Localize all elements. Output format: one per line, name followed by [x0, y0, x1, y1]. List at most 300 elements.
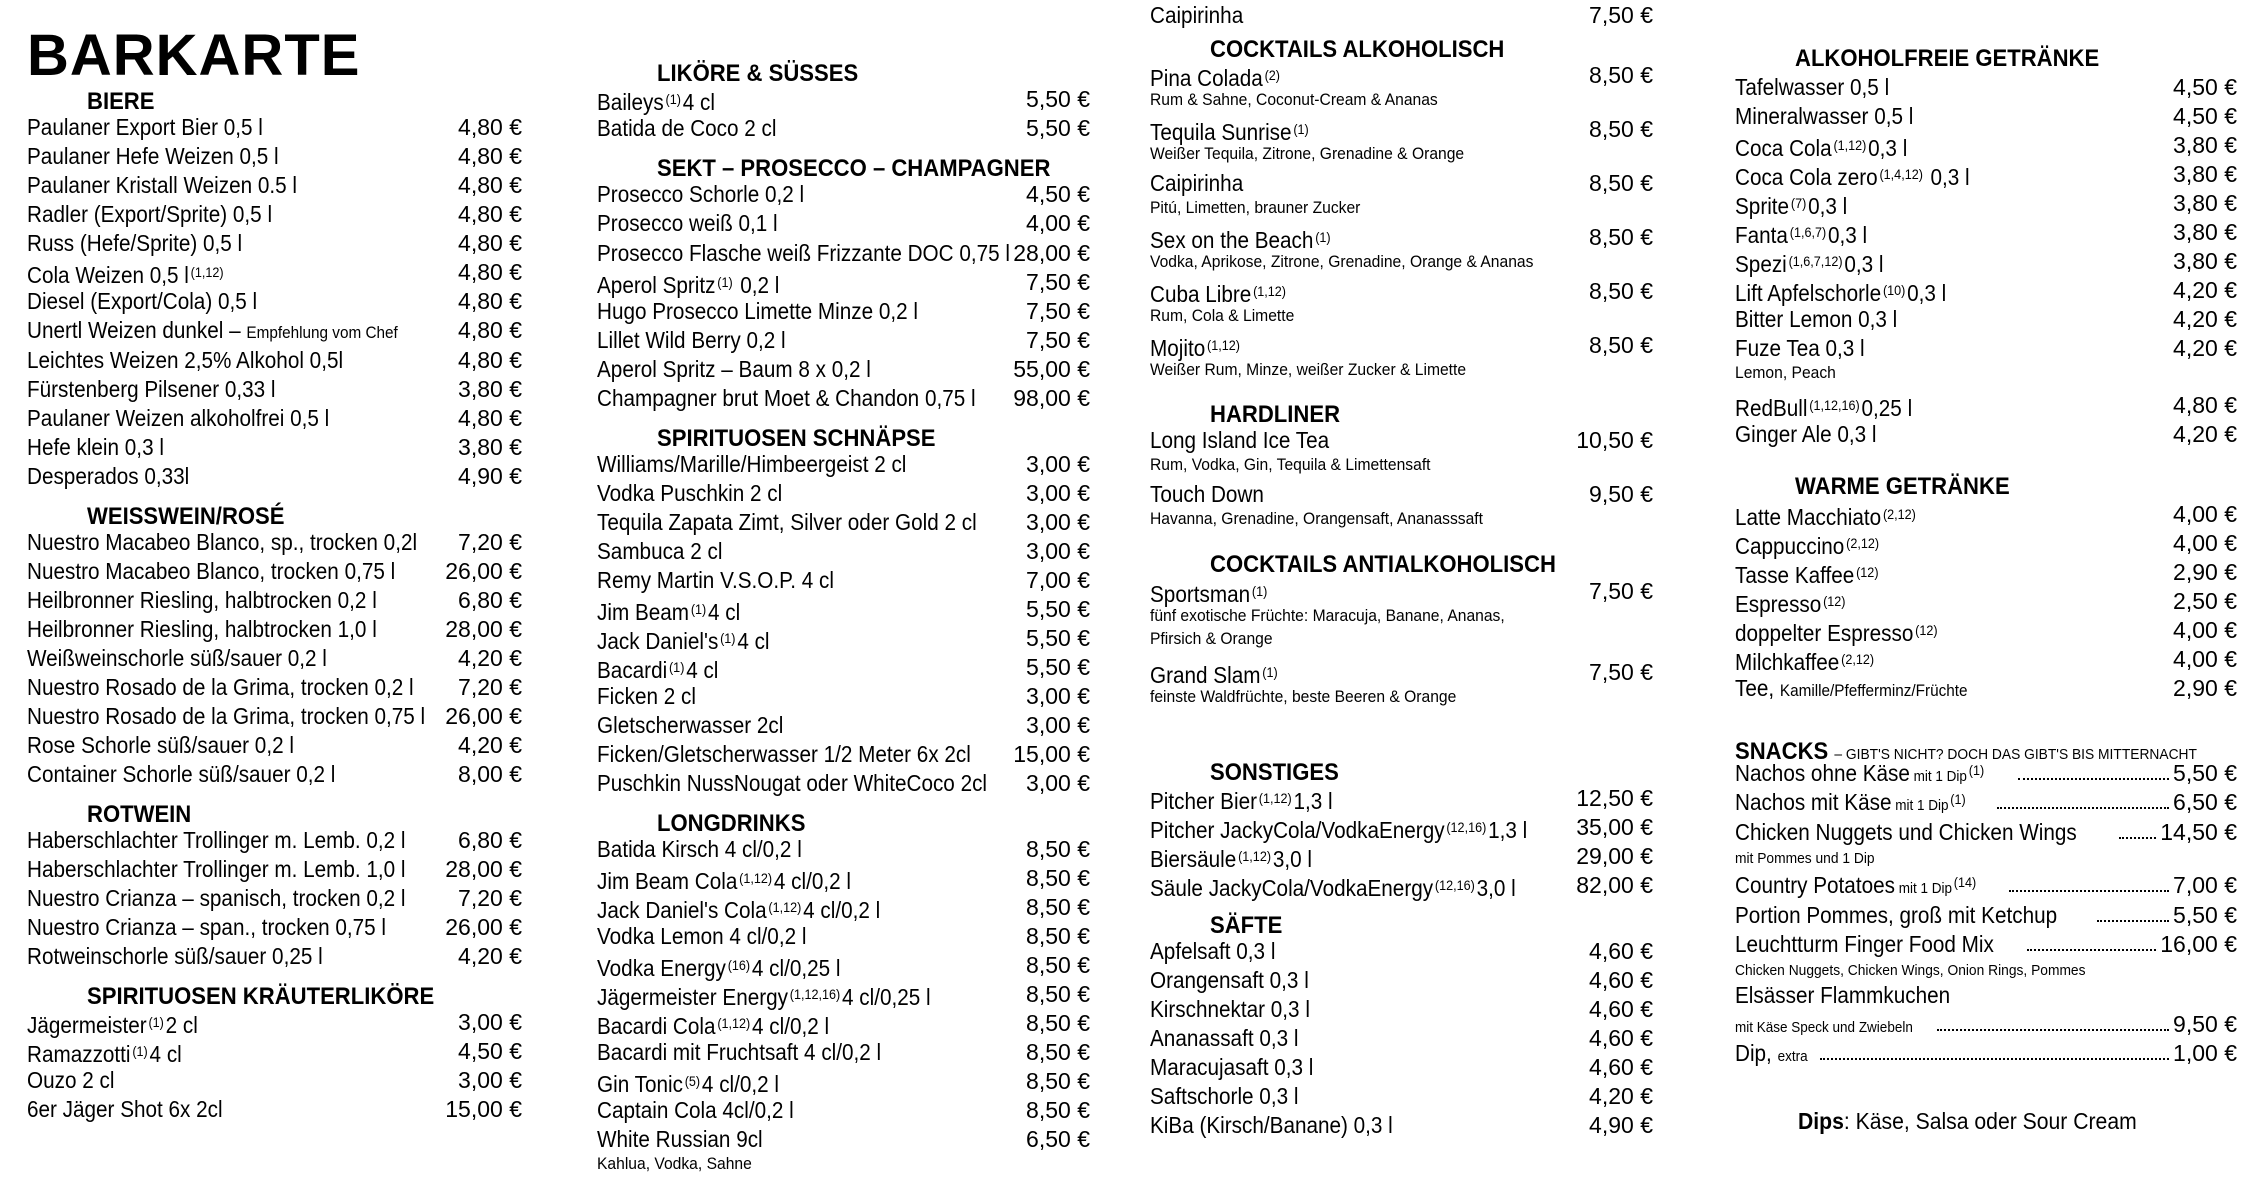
item-price: 4,00 €: [2173, 501, 2237, 527]
item-name: doppelter Espresso $^{(12)}$: [1735, 620, 1938, 646]
item-price: 5,50 €: [1026, 86, 1090, 112]
menu-item: [27, 461, 522, 491]
item-description: mit Pommes und 1 Dip: [1735, 850, 1875, 867]
item-price: 7,20 €: [458, 885, 522, 911]
item-name: Gin Tonic $^{(5)}$4 cl/0,2 l: [597, 1071, 780, 1097]
menu-item: [27, 1036, 522, 1066]
item-name: Russ (Hefe/Sprite) 0,5 l: [27, 230, 243, 256]
item-price: 4,80 €: [458, 143, 522, 169]
item-name: Captain Cola 4cl/0,2 l: [597, 1097, 794, 1123]
item-name: Nuestro Rosado de la Grima, trocken 0,2 l: [27, 674, 414, 700]
item-name: Latte Macchiato $^{(2,12)}$: [1735, 504, 1916, 530]
item-price: 3,80 €: [2173, 219, 2237, 245]
item-price: 8,50 €: [1026, 1068, 1090, 1094]
menu-item: [27, 228, 522, 258]
item-price: 4,50 €: [1026, 181, 1090, 207]
item-description: Chicken Nuggets, Chicken Wings, Onion Rings, Pommes: [1735, 962, 2086, 979]
item-name: Paulaner Export Bier 0,5 l: [27, 114, 263, 140]
item-price: 4,60 €: [1589, 1025, 1653, 1051]
item-price: 4,20 €: [2173, 421, 2237, 447]
menu-item: [1735, 586, 2237, 616]
item-price: 4,80 €: [458, 405, 522, 431]
item-name: Maracujasaft 0,3 l: [1150, 1054, 1314, 1080]
item-name: Portion Pommes, groß mit Ketchup: [1735, 902, 2058, 928]
item-name: Lillet Wild Berry 0,2 l: [597, 327, 786, 353]
item-name: Desperados 0,33l: [27, 463, 190, 489]
item-name: Fuze Tea 0,3 l: [1735, 335, 1865, 361]
menu-item: [27, 527, 522, 557]
item-price: 5,50 €: [2173, 760, 2237, 786]
item-name: Mineralwasser 0,5 l: [1735, 103, 1914, 129]
item-price: 28,00 €: [445, 616, 522, 642]
item-name: Fanta $^{(1,6,7)}$0,3 l: [1735, 222, 1868, 248]
item-price: 26,00 €: [445, 558, 522, 584]
menu-item: [27, 257, 522, 287]
item-price: 15,00 €: [445, 1096, 522, 1122]
item-name: Diesel (Export/Cola) 0,5 l: [27, 288, 258, 314]
item-price: 4,80 €: [458, 259, 522, 285]
item-name: Rose Schorle süß/sauer 0,2 l: [27, 732, 294, 758]
menu-item: [597, 113, 1090, 143]
allergen-note: (1): [132, 1043, 148, 1059]
menu-item: [27, 345, 522, 375]
menu-item: [1735, 217, 2237, 247]
menu-item: [27, 1094, 522, 1124]
menu-item: [27, 170, 522, 200]
menu-item: [27, 432, 522, 462]
item-name: Pina Colada $^{(2)}$: [1150, 65, 1280, 91]
item-name: Lift Apfelschorle $^{(10)}$0,3 l: [1735, 280, 1947, 306]
section-heading: SPIRITUOSEN KRÄUTERLIKÖRE: [87, 983, 435, 1010]
item-name: Ramazzotti $^{(1)}$4 cl: [27, 1041, 182, 1067]
menu-item: [597, 652, 1090, 682]
item-name: Cuba Libre $^{(1,12)}$: [1150, 281, 1286, 307]
allergen-note: (1): [665, 91, 681, 107]
item-price: 4,90 €: [458, 463, 522, 489]
item-price: 4,00 €: [1026, 210, 1090, 236]
menu-item: [27, 1007, 522, 1037]
item-name: 6er Jäger Shot 6x 2cl: [27, 1096, 223, 1122]
item-name: Vodka Energy $^{(16)}$4 cl/0,25 l: [597, 955, 841, 981]
item-price: 3,00 €: [1026, 538, 1090, 564]
section-heading: LIKÖRE & SÜSSES: [657, 60, 859, 87]
snack-item: [1735, 1008, 2237, 1038]
item-price: 4,80 €: [458, 201, 522, 227]
item-name: Paulaner Kristall Weizen 0.5 l: [27, 172, 297, 198]
item-description: feinste Waldfrüchte, beste Beeren & Orange: [1150, 687, 1457, 706]
menu-item: [1150, 965, 1653, 995]
item-name: Ananassaft 0,3 l: [1150, 1025, 1299, 1051]
item-price: 4,20 €: [458, 732, 522, 758]
item-name: Vodka Puschkin 2 cl: [597, 480, 783, 506]
item-name: Country Potatoes mit 1 Dip $^{(14)}$: [1735, 872, 1977, 898]
item-price: 8,50 €: [1589, 332, 1653, 358]
item-name: Bacardi $^{(1)}$4 cl: [597, 657, 719, 683]
item-note: Kamille/Pfefferminz/Früchte: [1779, 681, 1968, 700]
item-name: KiBa (Kirsch/Banane) 0,3 l: [1150, 1112, 1393, 1138]
item-name: Jim Beam Cola $^{(1,12)}$4 cl/0,2 l: [597, 868, 851, 894]
allergen-note: (12): [1823, 593, 1846, 609]
menu-item: [27, 701, 522, 731]
menu-item: [1150, 870, 1653, 900]
menu-item: [27, 374, 522, 404]
menu-item: [1150, 60, 1653, 90]
menu-item: [1150, 1023, 1653, 1053]
item-price: 6,80 €: [458, 827, 522, 853]
item-price: 1,00 €: [2173, 1040, 2237, 1066]
item-price: 4,20 €: [458, 645, 522, 671]
menu-item: [1735, 528, 2237, 558]
section-heading: ALKOHOLFREIE GETRÄNKE: [1795, 45, 2100, 72]
item-price: 9,50 €: [2173, 1011, 2237, 1037]
allergen-note: (1,12,16): [789, 986, 841, 1002]
item-price: 16,00 €: [2160, 931, 2237, 957]
section-heading: ROTWEIN: [87, 801, 192, 828]
menu-item: [27, 672, 522, 702]
item-name: Nuestro Macabeo Blanco, sp., trocken 0,2l: [27, 529, 418, 555]
allergen-note: (1,12): [717, 1015, 751, 1031]
item-name: Ficken 2 cl: [597, 683, 696, 709]
item-name: Elsässer Flammkuchen: [1735, 982, 1951, 1008]
snack-item: [1735, 928, 2237, 958]
item-name: Gletscherwasser 2cl: [597, 712, 784, 738]
menu-item: [597, 1037, 1090, 1067]
allergen-note: (14): [1953, 874, 1977, 890]
item-price: 8,50 €: [1589, 224, 1653, 250]
menu-item: [597, 979, 1090, 1009]
page-title: BARKARTE: [27, 23, 361, 88]
item-name: Baileys $^{(1)}$4 cl: [597, 89, 715, 115]
item-name: Tee, Kamille/Pfefferminz/Früchte: [1735, 675, 1968, 701]
item-description: Weißer Rum, Minze, weißer Zucker & Limette: [1150, 360, 1467, 379]
item-name: White Russian 9cl: [597, 1126, 763, 1152]
item-price: 15,00 €: [1013, 741, 1090, 767]
item-price: 28,00 €: [1013, 240, 1090, 266]
item-description: Vodka, Aprikose, Zitrone, Grenadine, Orange & Ananas: [1150, 252, 1534, 271]
item-price: 3,80 €: [2173, 248, 2237, 274]
menu-item: [597, 267, 1090, 297]
item-price: 5,50 €: [1026, 654, 1090, 680]
item-price: 4,90 €: [1589, 1112, 1653, 1138]
item-note: mit Käse Speck und Zwiebeln: [1735, 1019, 1913, 1036]
item-price: 8,50 €: [1026, 952, 1090, 978]
item-price: 4,00 €: [2173, 646, 2237, 672]
section-heading: COCKTAILS ALKOHOLISCH: [1210, 36, 1505, 63]
allergen-note: (12): [1856, 564, 1879, 580]
dot-leader: [2097, 920, 2169, 922]
item-name: Pitcher Bier $^{(1,12)}$1,3 l: [1150, 788, 1333, 814]
menu-item: [597, 296, 1090, 326]
menu-item: [27, 141, 522, 171]
item-name: Haberschlachter Trollinger m. Lemb. 1,0 l: [27, 856, 406, 882]
item-description: fünf exotische Früchte: Maracuja, Banane, Ananas,: [1150, 606, 1505, 625]
menu-item: [27, 825, 522, 855]
allergen-note: (1,12): [190, 264, 224, 280]
item-price: 4,50 €: [2173, 103, 2237, 129]
item-name: Coca Cola zero $^{(1,4,12)}$ 0,3 l: [1735, 164, 1970, 190]
menu-item: [27, 730, 522, 760]
item-name: Champagner brut Moet & Chandon 0,75 l: [597, 385, 976, 411]
item-price: 7,00 €: [1026, 567, 1090, 593]
section-heading: LONGDRINKS: [657, 810, 806, 837]
item-price: 8,50 €: [1589, 62, 1653, 88]
allergen-note: (16): [727, 957, 751, 973]
item-name: Jägermeister Energy $^{(1,12,16)}$4 cl/0,25 l: [597, 984, 931, 1010]
item-name: Hefe klein 0,3 l: [27, 434, 164, 460]
item-name: Remy Martin V.S.O.P. 4 cl: [597, 567, 834, 593]
item-note: Empfehlung vom Chef: [246, 323, 398, 342]
item-name: Long Island Ice Tea: [1150, 427, 1330, 453]
menu-item: [597, 739, 1090, 769]
item-name: Leuchtturm Finger Food Mix: [1735, 931, 1994, 957]
allergen-note: (1,6,7): [1789, 224, 1827, 240]
item-name: Milchkaffee $^{(2,12)}$: [1735, 649, 1875, 675]
item-description: Weißer Tequila, Zitrone, Grenadine & Orange: [1150, 144, 1465, 163]
allergen-note: (7): [1790, 195, 1807, 211]
item-price: 6,50 €: [2173, 789, 2237, 815]
menu-item: [1735, 246, 2237, 276]
item-note: mit 1 Dip: [1891, 797, 1949, 814]
menu-item: [1150, 222, 1653, 252]
item-name: Bacardi Cola $^{(1,12)}$4 cl/0,2 l: [597, 1013, 830, 1039]
item-price: 26,00 €: [445, 914, 522, 940]
section-heading: SEKT – PROSECCO – CHAMPAGNER: [657, 155, 1051, 182]
menu-item: [27, 1065, 522, 1095]
allergen-note: (1): [1293, 121, 1309, 137]
snacks-tagline: – GIBT'S NICHT? DOCH DAS GIBT'S BIS MITTERNACHT: [1834, 746, 2197, 763]
item-name: Bitter Lemon 0,3 l: [1735, 306, 1898, 332]
item-name: Jack Daniel's $^{(1)}$4 cl: [597, 628, 770, 654]
item-price: 8,50 €: [1026, 865, 1090, 891]
item-price: 8,50 €: [1589, 278, 1653, 304]
section-heading: WARME GETRÄNKE: [1795, 473, 2010, 500]
item-price: 3,00 €: [1026, 770, 1090, 796]
menu-item: [27, 854, 522, 884]
item-name: Prosecco weiß 0,1 l: [597, 210, 778, 236]
item-name: Nuestro Crianza – span., trocken 0,75 l: [27, 914, 386, 940]
dips-text: : Käse, Salsa oder Sour Cream: [1843, 1108, 2137, 1134]
item-price: 4,20 €: [2173, 277, 2237, 303]
item-name: Paulaner Weizen alkoholfrei 0,5 l: [27, 405, 330, 431]
item-price: 6,80 €: [458, 587, 522, 613]
item-name: Mojito $^{(1,12)}$: [1150, 335, 1240, 361]
item-name: Leichtes Weizen 2,5% Alkohol 0,5l: [27, 347, 344, 373]
item-name: Chicken Nuggets und Chicken Wings: [1735, 819, 2077, 845]
item-note: mit 1 Dip: [1894, 880, 1952, 897]
allergen-note: (1): [1251, 583, 1268, 599]
item-name: Sambuca 2 cl: [597, 538, 723, 564]
menu-item: [1735, 390, 2237, 420]
menu-item: [597, 594, 1090, 624]
item-name: Cappuccino $^{(2,12)}$: [1735, 533, 1880, 559]
menu-item: [1735, 499, 2237, 529]
item-price: 8,00 €: [458, 761, 522, 787]
menu-item: [597, 681, 1090, 711]
item-price: 7,50 €: [1026, 327, 1090, 353]
menu-item: [1735, 333, 2237, 363]
item-name: Nachos mit Käse mit 1 Dip $^{(1)}$: [1735, 789, 1966, 815]
menu-item: [1150, 168, 1653, 198]
allergen-note: (1,12): [1207, 337, 1240, 353]
item-note: mit 1 Dip: [1909, 768, 1967, 785]
allergen-note: (1): [1315, 229, 1331, 245]
item-name: Puschkin NussNougat oder WhiteCoco 2cl: [597, 770, 988, 796]
item-name: Batida Kirsch 4 cl/0,2 l: [597, 836, 802, 862]
dot-leader: [2119, 837, 2157, 839]
allergen-note: (2): [1264, 67, 1280, 83]
menu-item: [597, 950, 1090, 980]
menu-item: [597, 565, 1090, 595]
section-heading: SONSTIGES: [1210, 759, 1339, 786]
item-name: Radler (Export/Sprite) 0,5 l: [27, 201, 273, 227]
item-name: Touch Down: [1150, 481, 1264, 507]
item-price: 4,80 €: [458, 288, 522, 314]
item-price: 26,00 €: [445, 703, 522, 729]
menu-item: [1150, 994, 1653, 1024]
menu-item: [27, 643, 522, 673]
item-price: 3,00 €: [1026, 451, 1090, 477]
item-name: Sprite $^{(7)}$0,3 l: [1735, 193, 1848, 219]
item-price: 8,50 €: [1589, 170, 1653, 196]
menu-item: [597, 623, 1090, 653]
item-price: 3,00 €: [1026, 480, 1090, 506]
menu-item: [1150, 0, 1653, 30]
item-description: Rum, Cola & Limette: [1150, 306, 1295, 325]
menu-item: [597, 383, 1090, 413]
menu-item: [27, 556, 522, 586]
menu-item: [1150, 1081, 1653, 1111]
allergen-note: (1): [1950, 791, 1966, 807]
menu-item: [27, 403, 522, 433]
item-price: 4,60 €: [1589, 938, 1653, 964]
item-name: Dip, extra: [1735, 1040, 1808, 1066]
item-price: 3,80 €: [2173, 132, 2237, 158]
item-price: 4,80 €: [2173, 392, 2237, 418]
allergen-note: (10): [1882, 282, 1906, 298]
item-name: Heilbronner Riesling, halbtrocken 1,0 l: [27, 616, 377, 642]
snack-item: [1735, 979, 2237, 1009]
item-price: 7,50 €: [1589, 578, 1653, 604]
menu-item: [1735, 673, 2237, 703]
item-description: Pfirsich & Orange: [1150, 629, 1273, 648]
item-name: Aperol Spritz – Baum 8 x 0,2 l: [597, 356, 871, 382]
item-name: Haberschlachter Trollinger m. Lemb. 0,2 l: [27, 827, 406, 853]
allergen-note: (5): [684, 1073, 701, 1089]
menu-item: [597, 1066, 1090, 1096]
dot-leader: [2009, 890, 2169, 892]
item-price: 8,50 €: [1026, 1039, 1090, 1065]
allergen-note: (1,4,12): [1879, 166, 1923, 182]
dot-leader: [2018, 778, 2169, 780]
menu-item: [27, 941, 522, 971]
section-heading: COCKTAILS ANTIALKOHOLISCH: [1210, 551, 1556, 578]
dot-leader: [2027, 949, 2157, 951]
section-heading: WEISSWEIN/ROSÉ: [87, 503, 285, 530]
menu-item: [1735, 72, 2237, 102]
item-price: 4,00 €: [2173, 530, 2237, 556]
item-name: Prosecco Flasche weiß Frizzante DOC 0,75 l: [597, 240, 1011, 266]
item-price: 7,20 €: [458, 529, 522, 555]
item-price: 4,20 €: [2173, 335, 2237, 361]
menu-item: [597, 354, 1090, 384]
menu-item: [597, 208, 1090, 238]
menu-item: [1150, 330, 1653, 360]
allergen-note: (1): [1262, 664, 1278, 680]
item-price: 8,50 €: [1026, 1097, 1090, 1123]
item-name: Coca Cola $^{(1,12)}$0,3 l: [1735, 135, 1908, 161]
item-price: 8,50 €: [1026, 836, 1090, 862]
item-name: Pitcher JackyCola/VodkaEnergy $^{(12,16)}$1,3 l: [1150, 817, 1528, 843]
menu-item: [597, 892, 1090, 922]
menu-item: [1150, 576, 1653, 606]
item-name: Williams/Marille/Himbeergeist 2 cl: [597, 451, 907, 477]
item-name: Espresso $^{(12)}$: [1735, 591, 1846, 617]
section-heading: HARDLINER: [1210, 401, 1341, 428]
snack-item: [1735, 786, 2237, 816]
item-price: 3,80 €: [2173, 161, 2237, 187]
allergen-note: (2,12): [1846, 535, 1880, 551]
item-price: 2,90 €: [2173, 675, 2237, 701]
menu-item: [1150, 425, 1653, 455]
item-note: extra: [1777, 1048, 1808, 1065]
allergen-note: (1): [148, 1014, 164, 1030]
menu-item: [597, 84, 1090, 114]
snack-item: [1735, 816, 2237, 846]
item-name: Hugo Prosecco Limette Minze 0,2 l: [597, 298, 919, 324]
item-price: 6,50 €: [1026, 1126, 1090, 1152]
menu-item: [597, 863, 1090, 893]
allergen-note: (1): [690, 601, 707, 617]
item-price: 55,00 €: [1013, 356, 1090, 382]
item-price: 4,20 €: [1589, 1083, 1653, 1109]
menu-item: [597, 710, 1090, 740]
menu-item: [1150, 479, 1653, 509]
item-price: 4,50 €: [2173, 74, 2237, 100]
item-name: Orangensaft 0,3 l: [1150, 967, 1309, 993]
item-name: Tasse Kaffee $^{(12)}$: [1735, 562, 1879, 588]
item-name: Caipirinha: [1150, 2, 1244, 28]
item-name: Weißweinschorle süß/sauer 0,2 l: [27, 645, 327, 671]
menu-item: [27, 315, 522, 345]
item-price: 4,20 €: [458, 943, 522, 969]
menu-item: [1150, 841, 1653, 871]
item-name: Vodka Lemon 4 cl/0,2 l: [597, 923, 807, 949]
item-name: Nuestro Rosado de la Grima, trocken 0,75 l: [27, 703, 426, 729]
item-name: Jim Beam $^{(1)}$4 cl: [597, 599, 741, 625]
item-price: 4,60 €: [1589, 996, 1653, 1022]
allergen-note: (1): [720, 630, 736, 646]
menu-item: [597, 478, 1090, 508]
item-price: 3,80 €: [458, 376, 522, 402]
item-name: Cola Weizen 0,5 l $^{(1,12)}$: [27, 262, 224, 288]
menu-item: [597, 179, 1090, 209]
item-name: [1735, 1011, 1913, 1038]
allergen-note: (12): [1915, 622, 1938, 638]
item-name: Nuestro Crianza – spanisch, trocken 0,2 l: [27, 885, 406, 911]
item-price: 10,50 €: [1576, 427, 1653, 453]
menu-item: [1735, 159, 2237, 189]
item-price: 4,20 €: [2173, 306, 2237, 332]
item-name: Sex on the Beach $^{(1)}$: [1150, 227, 1331, 253]
item-name: Bacardi mit Fruchtsaft 4 cl/0,2 l: [597, 1039, 882, 1065]
item-description: Lemon, Peach: [1735, 363, 1836, 382]
item-price: 7,50 €: [1589, 2, 1653, 28]
menu-item: [27, 883, 522, 913]
item-price: 3,00 €: [1026, 712, 1090, 738]
menu-item: [597, 768, 1090, 798]
item-price: 3,00 €: [458, 1067, 522, 1093]
item-price: 4,80 €: [458, 114, 522, 140]
